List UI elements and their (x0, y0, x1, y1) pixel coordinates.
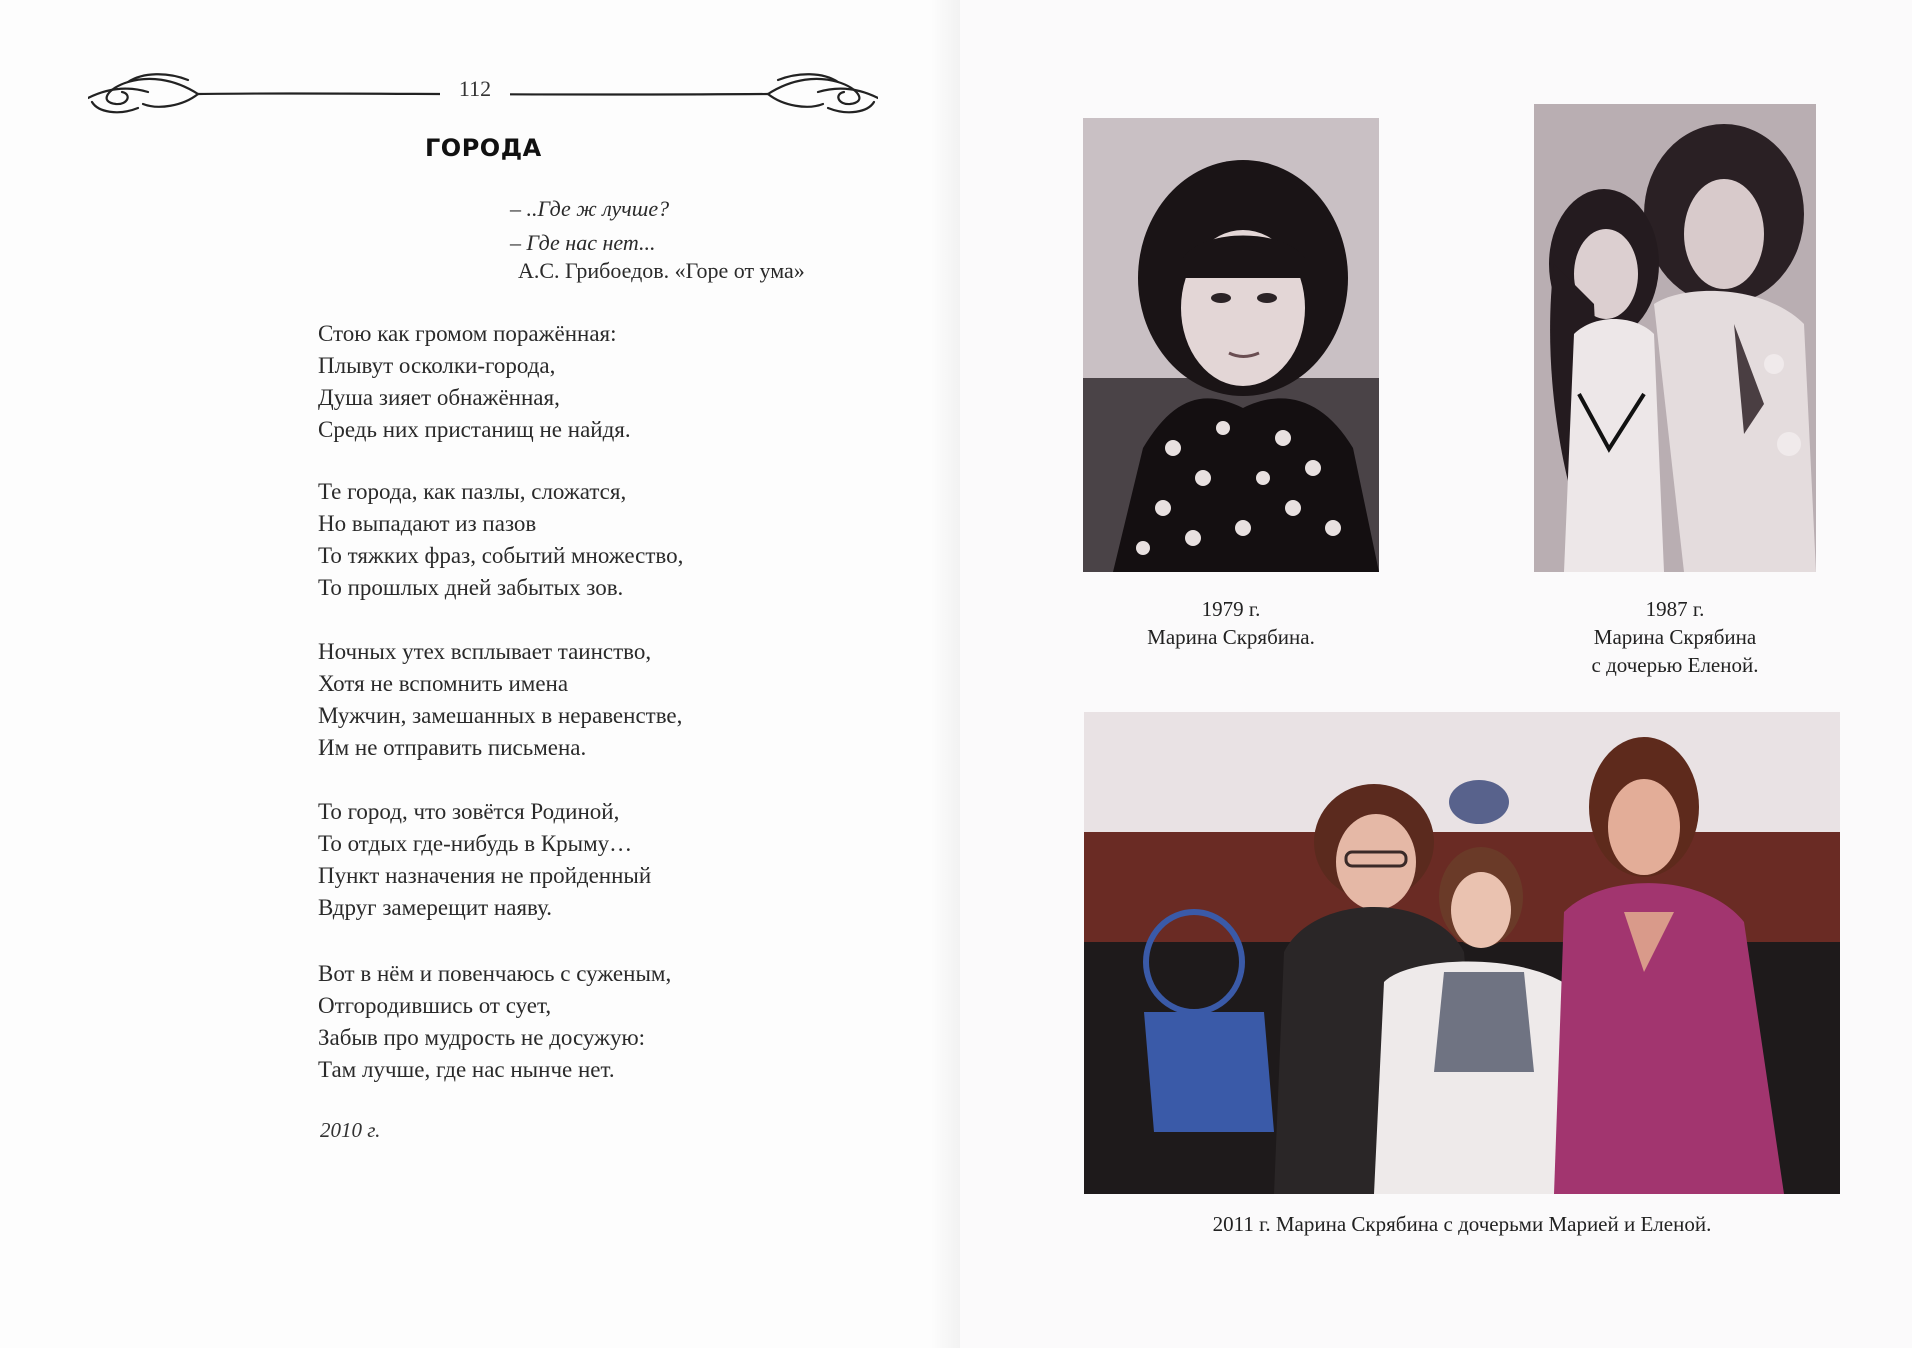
verse-line: Средь них пристанищ не найдя. (318, 417, 631, 442)
verse-line: Те города, как пазлы, сложатся, (318, 479, 627, 504)
verse-line: Но выпадают из пазов (318, 511, 537, 536)
epigraph-line: – Где нас нет... (510, 230, 656, 255)
caption-year: 1979 г. (1201, 597, 1261, 621)
photo-1979 (1083, 118, 1379, 572)
stanza-4 (318, 796, 651, 924)
verse-line: То тяжких фраз, событий множество, (318, 543, 684, 568)
photo-1987 (1534, 104, 1816, 572)
verse-line: Плывут осколки-города, (318, 353, 556, 378)
verse-line: То прошлых дней забытых зов. (318, 575, 624, 600)
verse-line: То отдых где-нибудь в Крыму… (318, 831, 633, 856)
verse-line: Душа зияет обнажённая, (318, 385, 560, 410)
verse-line: Стою как громом поражённая: (318, 321, 617, 346)
epigraph-line: – ..Где ж лучше? (510, 196, 670, 221)
caption-text: Марина Скрябина (1593, 625, 1757, 649)
caption-text: с дочерью Еленой. (1591, 653, 1759, 677)
caption-text: Марина Скрябина. (1147, 625, 1315, 649)
caption-year: 1987 г. (1645, 597, 1705, 621)
epigraph-source: А.С. Грибоедов. «Горе от ума» (518, 258, 805, 283)
stanza-5 (318, 958, 671, 1086)
verse-line: Мужчин, замешанных в неравенстве, (318, 703, 683, 728)
stanza-3 (318, 636, 682, 764)
epigraph (510, 192, 805, 288)
stanza-2 (318, 476, 683, 604)
verse-line: Ночных утех всплывает таинство, (318, 639, 652, 664)
right-page (960, 0, 1912, 1348)
caption-1979 (1083, 595, 1379, 651)
verse-line: Там лучше, где нас нынче нет. (318, 1057, 615, 1082)
verse-line: Хотя не вспомнить имена (318, 671, 569, 696)
page-number: 112 (440, 76, 510, 102)
verse-line: Им не отправить письмена. (318, 735, 587, 760)
verse-line: Забыв про мудрость не досужую: (318, 1025, 646, 1050)
verse-line: То город, что зовётся Родиной, (318, 799, 620, 824)
poem-date: 2010 г. (320, 1118, 381, 1142)
stanza-1 (318, 318, 631, 446)
caption-1987 (1520, 595, 1830, 679)
poem-title: ГОРОДА (425, 134, 542, 162)
verse-line: Вот в нём и повенчаюсь с суженым, (318, 961, 672, 986)
verse-line: Пункт назначения не пройденный (318, 863, 652, 888)
caption-2011: 2011 г. Марина Скрябина с дочерьми Марией и Еленой. (1212, 1212, 1712, 1236)
verse-line: Отгородившись от сует, (318, 993, 552, 1018)
photo-2011 (1084, 712, 1840, 1194)
verse-line: Вдруг замерещит наяву. (318, 895, 553, 920)
